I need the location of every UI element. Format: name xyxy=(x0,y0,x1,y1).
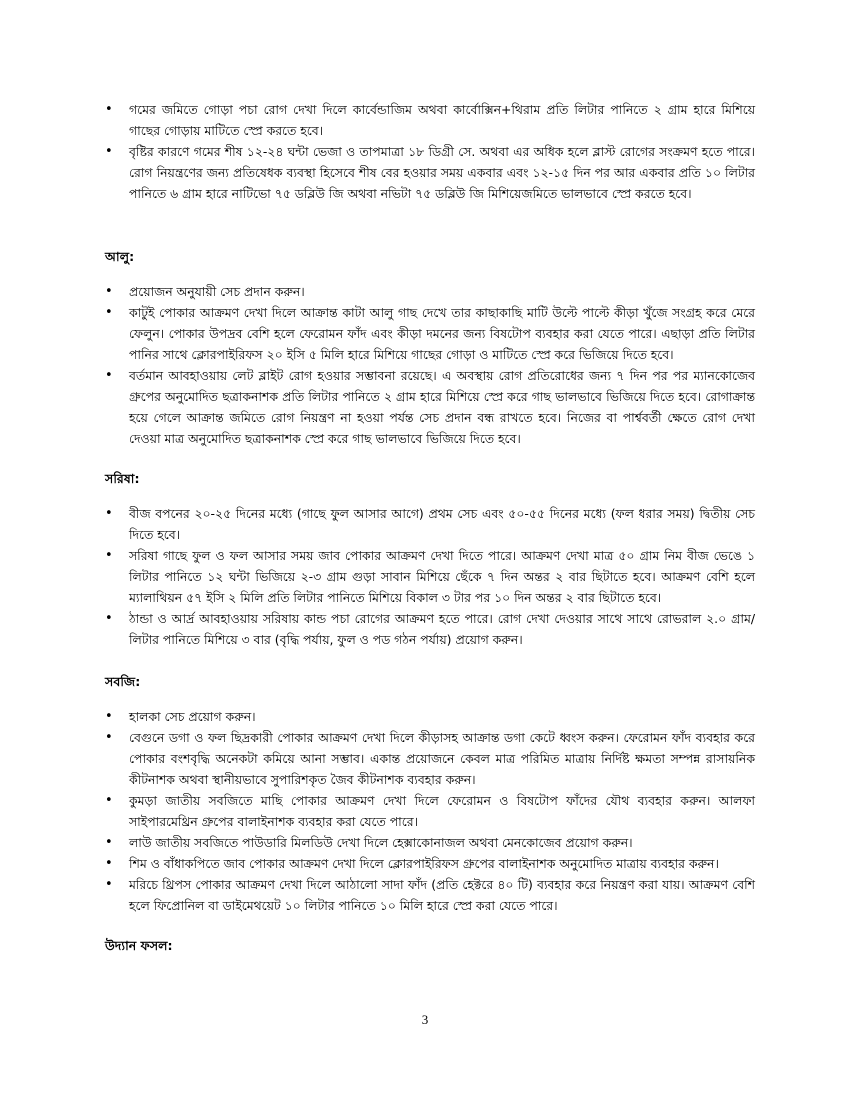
list-item: • বৃষ্টির কারণে গমের শীষ ১২-২৪ ঘন্টা ভেজা ও তাপমাত্রা ১৮ ডিগ্রী সে. অথবা এর অধিক হলে ব্লাস্ট রোগের সংক্রমণ হতে পারে। রোগ নিয়ন্ত্রণের জন্য প্রতিষেধক ব্যবস্থা হিসেবে শীষ বের হওয়ার সময় একবার এবং ১২-১৫ দিন পর আর একবার প্রতি ১০ লিটার পানিতে ৬ গ্রাম হারে নাটিভো ৭৫ ডব্লিউ জি অথবা নভিটা ৭৫ ডব্লিউ জি মিশিয়েজমিতে ভালভাবে স্প্রে করতে হবে। xyxy=(105,141,755,204)
list-item: • হালকা সেচ প্রয়োগ করুন। xyxy=(105,706,755,727)
section-heading-horticulture: উদ্যান ফসল: xyxy=(105,938,173,953)
list-item: • লাউ জাতীয় সবজিতে পাউডারি মিলডিউ দেখা দিলে হেক্সাকোনাজল অথবা মেনকোজেব প্রয়োগ করুন। xyxy=(105,832,755,853)
list-item: • বেগুনে ডগা ও ফল ছিদ্রকারী পোকার আক্রমণ দেখা দিলে কীড়াসহ আক্রান্ত ডগা কেটে ধ্বংস করুন। ফেরোমন ফাঁদ ব্যবহার করে পোকার বংশবৃদ্ধি অনেকটা কমিয়ে আনা সম্ভাব। একান্ত প্রয়োজনে কেবল মাত্র পরিমিত মাত্রায় নির্দিষ্ট ক্ষমতা সম্পন্ন রাসায়নিক কীটনাশক অথবা স্থানীয়ভাবে সুপারিশকৃত জৈব কীটনাশক ব্যবহার করুন। xyxy=(105,727,755,790)
list-item: • বর্তমান আবহাওয়ায় লেট ব্লাইট রোগ হওয়ার সম্ভাবনা রয়েছে। এ অবস্থায় রোগ প্রতিরোধের জন্য ৭ দিন পর পর ম্যানকোজেব গ্রুপের অনুমোদিত ছত্রাকনাশক প্রতি লিটার পানিতে ২ গ্রাম হারে মিশিয়ে স্প্রে করে গাছ ভালভাবে ভিজিয়ে দিতে হবে। রোগাক্রান্ত হয়ে গেলে আক্রান্ত জমিতে রোগ নিয়ন্ত্রণ না হওয়া পর্যন্ত সেচ প্রদান বন্ধ রাখতে হবে। নিজের বা পার্শ্ববর্তী ক্ষেতে রোগ দেখা দেওয়া মাত্র অনুমোদিত ছত্রাকনাশক স্প্রে করে গাছ ভালভাবে ভিজিয়ে দিতে হবে। xyxy=(105,365,755,449)
vegetables-list xyxy=(105,706,755,916)
section-heading-potato: আলু: xyxy=(105,249,135,264)
list-item: • সরিষা গাছে ফুল ও ফল আসার সময় জাব পোকার আক্রমণ দেখা দিতে পারে। আক্রমণ দেখা মাত্র ৫০ গ্রাম নিম বীজ ভেঙে ১ লিটার পানিতে ১২ ঘন্টা ভিজিয়ে ২-৩ গ্রাম গুড়া সাবান মিশিয়ে ছেঁকে ৭ দিন অন্তর ২ বার ছিটাতে হবে। আক্রমণ বেশি হলে ম্যালাথিয়ন ৫৭ ইসি ২ মিলি প্রতি লিটার পানিতে মিশিয়ে বিকাল ৩ টার পর ১০ দিন অন্তর ২ বার ছিটাতে হবে। xyxy=(105,545,755,608)
potato-list xyxy=(105,281,755,449)
list-item: • গমের জমিতে গোড়া পচা রোগ দেখা দিলে কার্বেন্ডাজিম অথবা কার্বোক্সিন+থিরাম প্রতি লিটার পানিতে ২ গ্রাম হারে মিশিয়ে গাছের গোড়ায় মাটিতে স্প্রে করতে হবে। xyxy=(105,99,755,141)
list-item: • কুমড়া জাতীয় সবজিতে মাছি পোকার আক্রমণ দেখা দিলে ফেরোমন ও বিষটোপ ফাঁদের যৌথ ব্যবহার করুন। আলফা সাইপারমেথ্রিন গ্রুপের বালাইনাশক ব্যবহার করা যেতে পারে। xyxy=(105,790,755,832)
list-item: • শিম ও বাঁধাকপিতে জাব পোকার আক্রমণ দেখা দিলে ক্লোরপাইরিফস গ্রুপের বালাইনাশক অনুমোদিত মাত্রায় ব্যবহার করুন। xyxy=(105,853,755,874)
list-item: • প্রয়োজন অনুযায়ী সেচ প্রদান করুন। xyxy=(105,281,755,302)
list-item: • মরিচে থ্রিপস পোকার আক্রমণ দেখা দিলে আঠালো সাদা ফাঁদ (প্রতি হেক্টরে ৪০ টি) ব্যবহার করে নিয়ন্ত্রণ করা যায়। আক্রমণ বেশি হলে ফিপ্রোনিল বা ডাইমেথয়েট ১০ লিটার পানিতে ১০ মিলি হারে স্প্রে করা যেতে পারে। xyxy=(105,874,755,916)
page-content xyxy=(105,99,755,956)
list-item: • বীজ বপনের ২০-২৫ দিনের মধ্যে (গাছে ফুল আসার আগে) প্রথম সেচ এবং ৫০-৫৫ দিনের মধ্যে (ফল ধরার সময়) দ্বিতীয় সেচ দিতে হবে। xyxy=(105,503,755,545)
mustard-list xyxy=(105,503,755,650)
section-heading-vegetables: সবজি: xyxy=(105,674,141,689)
wheat-list xyxy=(105,99,755,204)
list-item: • কাটুই পোকার আক্রমণ দেখা দিলে আক্রান্ত কাটা আলু গাছ দেখে তার কাছাকাছি মাটি উল্টে পাল্টে কীড়া খুঁজে সংগ্রহ করে মেরে ফেলুন। পোকার উপদ্রব বেশি হলে ফেরোমন ফাঁদ এবং কীড়া দমনের জন্য বিষটোপ ব্যবহার করা যেতে পারে। এছাড়া প্রতি লিটার পানির সাথে ক্লোরপাইরিফস ২০ ইসি ৫ মিলি হারে মিশিয়ে গাছের গোড়া ও মাটিতে স্প্রে করে ভিজিয়ে দিতে হবে। xyxy=(105,302,755,365)
page-number: 3 xyxy=(421,1012,429,1027)
list-item: • ঠান্ডা ও আর্দ্র আবহাওয়ায় সরিষায় কান্ড পচা রোগের আক্রমণ হতে পারে। রোগ দেখা দেওয়ার সাথে সাথে রোভরাল ২.০ গ্রাম/লিটার পানিতে মিশিয়ে ৩ বার (বৃদ্ধি পর্যায়, ফুল ও পড গঠন পর্যায়) প্রয়োগ করুন। xyxy=(105,608,755,650)
section-heading-mustard: সরিষা: xyxy=(105,471,140,486)
